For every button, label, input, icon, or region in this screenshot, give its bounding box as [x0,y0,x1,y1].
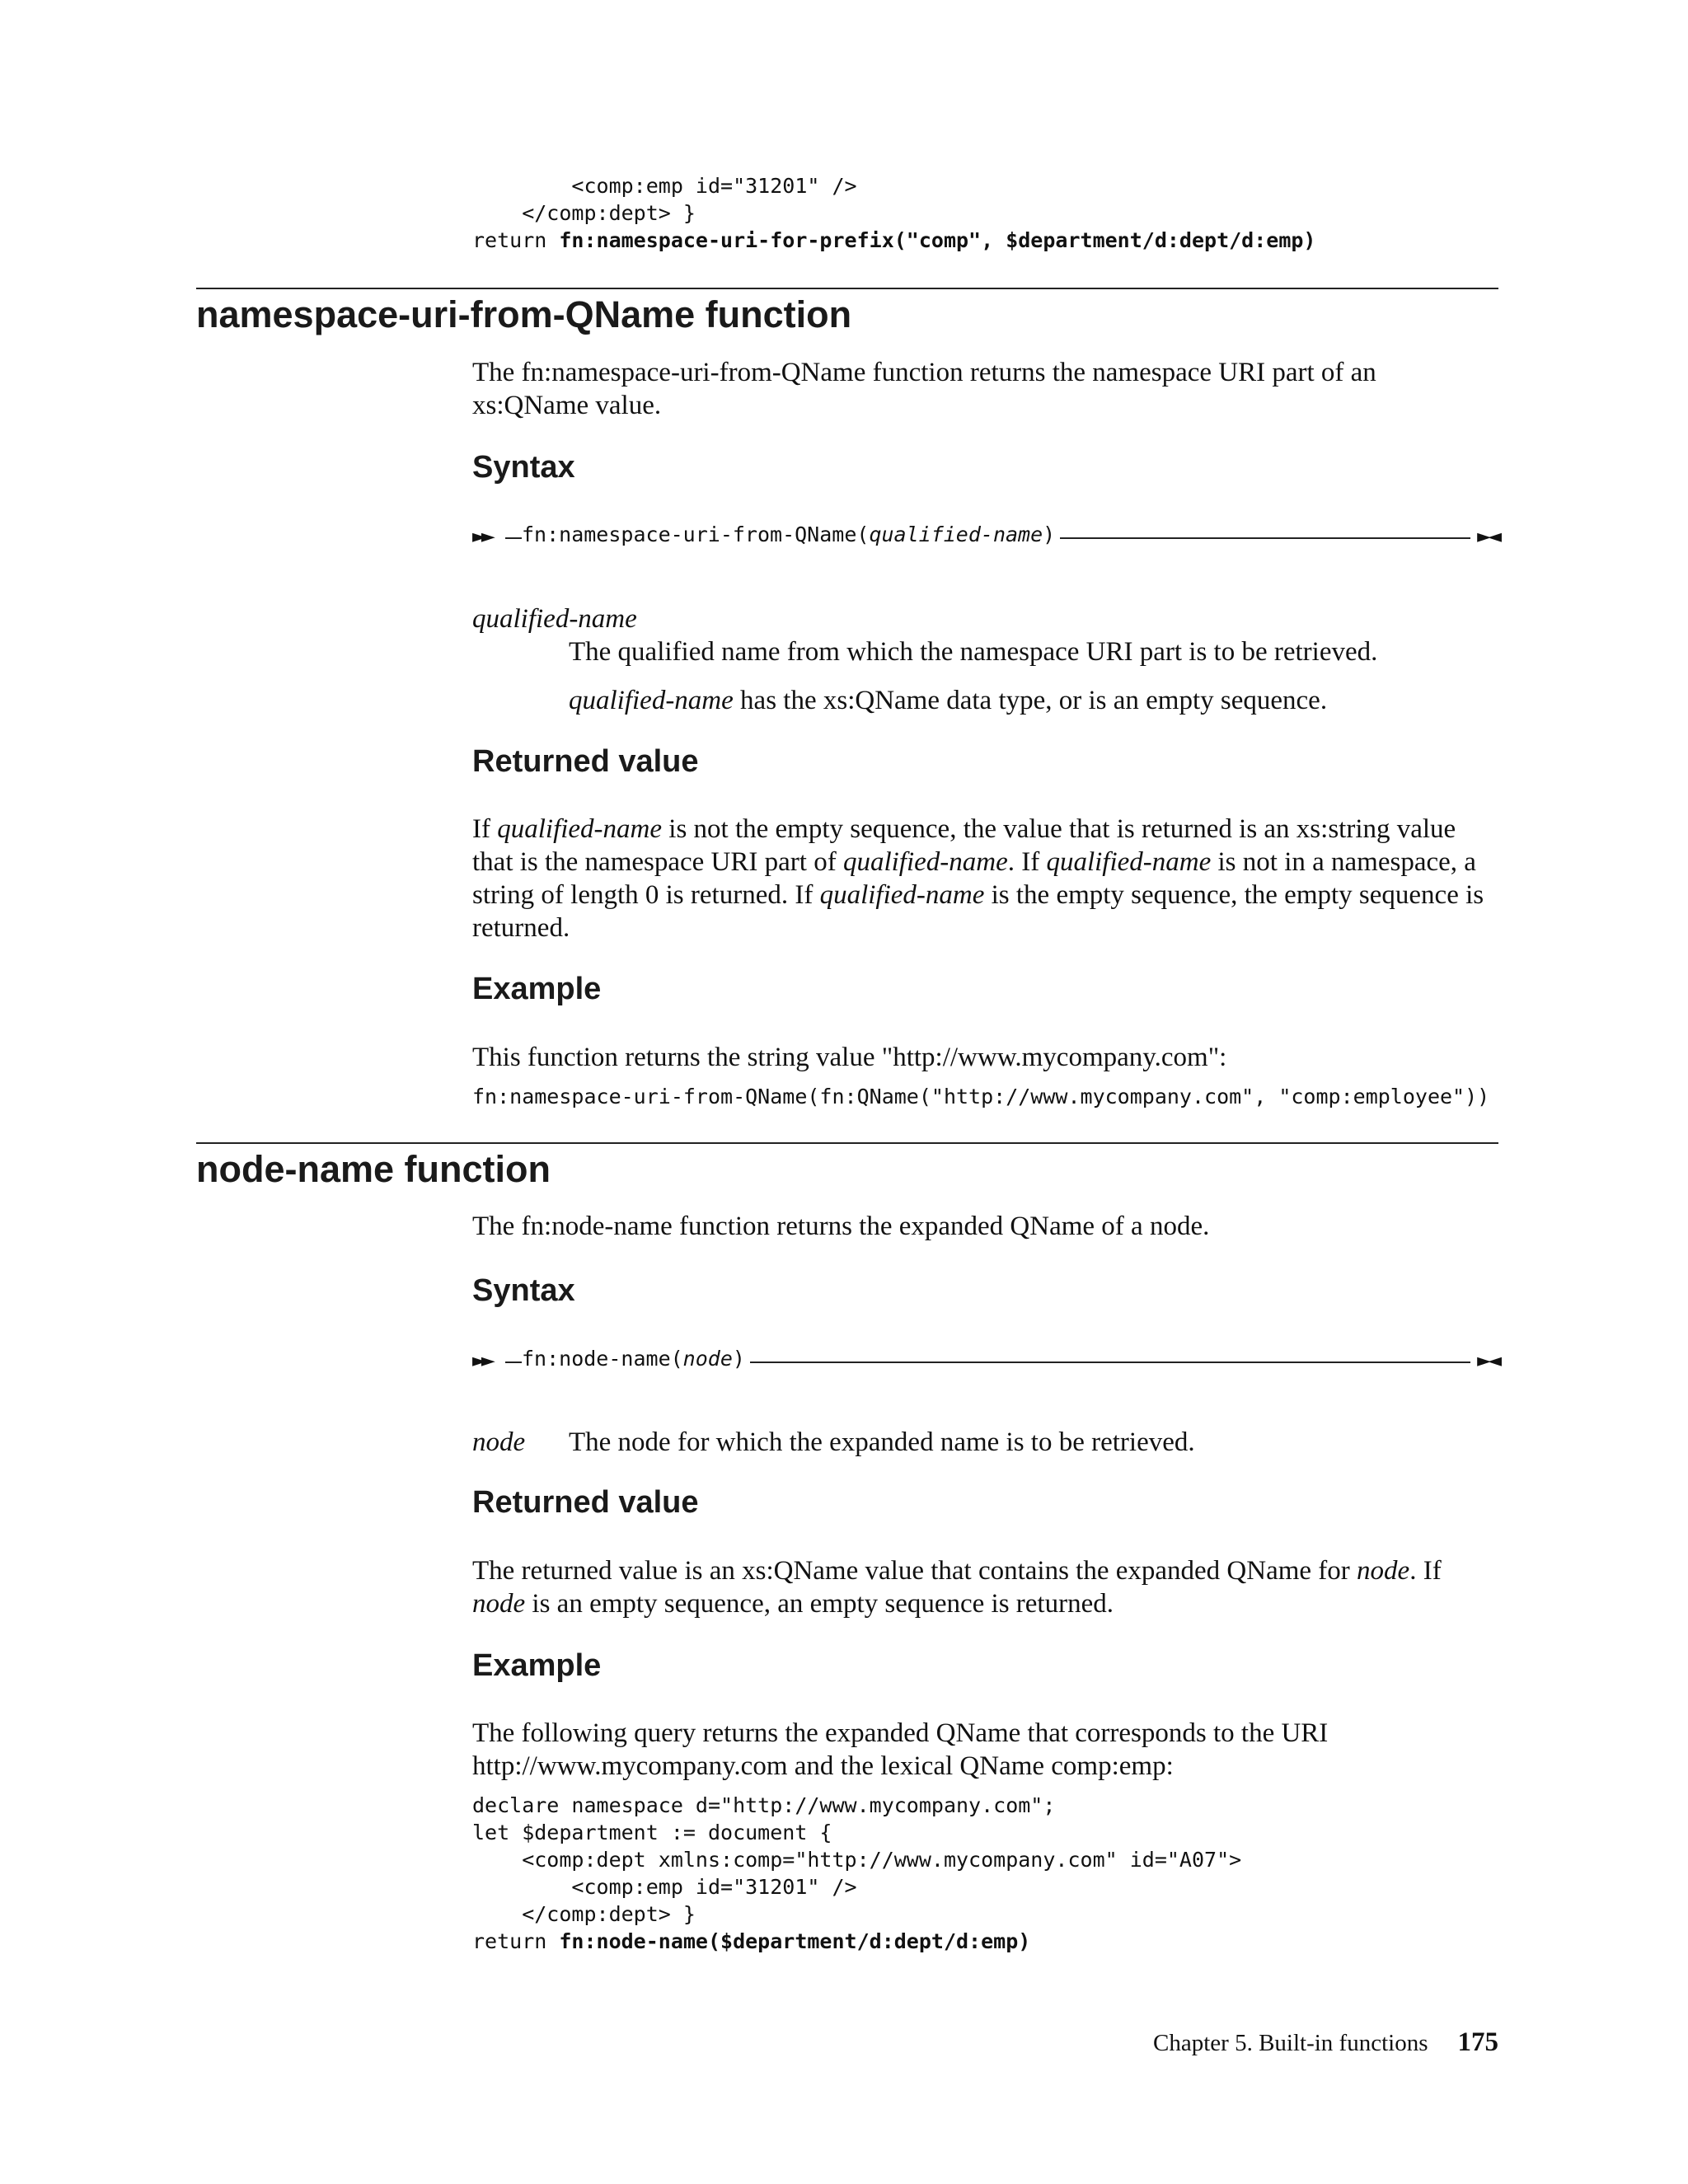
top-code-line-3-prefix: return [472,228,560,252]
page-footer [1153,2026,1498,2060]
syntax-start-arrow-icon: ►► [472,1351,490,1371]
section-title-node-name: node-name function [196,1148,551,1190]
section2-syntax-heading: Syntax [472,1273,575,1308]
top-code-block [472,172,1316,254]
section2-intro: The fn:node-name function returns the expanded QName of a node. [472,1212,1210,1241]
code-line-1: declare namespace d="http://www.mycompany.com"; [472,1793,1056,1817]
code-line-6-bold: fn:node-name($department/d:dept/d:emp) [559,1929,1031,1953]
section-title-namespace-uri-from-qname: namespace-uri-from-QName function [196,293,852,335]
code-line-2: let $department := document { [472,1821,832,1844]
top-code-line-2: </comp:dept> } [472,201,696,225]
section1-example-text: This function returns the string value "http://www.mycompany.com": [472,1043,1227,1072]
section2-example-code [472,1792,1241,1955]
section2-example-text: The following query returns the expanded QName that corresponds to the URI http://www.mycompany.com and the lexical QName comp:emp: [472,1718,1329,1781]
section1-syntax-heading: Syntax [472,450,575,485]
syntax-end-arrow-icon: ►◄ [1477,1351,1498,1371]
section2-example-heading: Example [472,1648,602,1683]
top-code-line-3-bold: fn:namespace-uri-for-prefix("comp", $department/d:dept/d:emp) [559,228,1316,252]
syntax-start-arrow-icon: ►► [472,527,490,547]
code-line-4: <comp:emp id="31201" /> [472,1875,857,1899]
syntax-expression: fn:namespace-uri-from-QName(qualified-name) [522,521,1060,548]
section1-param-desc-2: qualified-name has the xs:QName data type, or is an empty sequence. [569,686,1328,715]
section1-example-heading: Example [472,972,602,1006]
code-line-6-prefix: return [472,1929,560,1953]
section1-intro: The fn:namespace-uri-from-QName function returns the namespace URI part of an xs:QName value. [472,358,1376,420]
top-code-line-1: <comp:emp id="31201" /> [472,174,857,198]
footer-chapter: Chapter 5. Built-in functions [1153,2030,1428,2056]
section1-returned-heading: Returned value [472,744,699,779]
section1-param-desc-1: The qualified name from which the namespace URI part is to be retrieved. [569,637,1378,667]
page-number: 175 [1457,2027,1498,2057]
section1-syntax-diagram [472,521,1498,554]
section-divider [196,1142,1498,1144]
section2-returned-text: The returned value is an xs:QName value that contains the expanded QName for node. If node is an empty sequence, an empty sequence is returned. [472,1556,1442,1619]
section2-syntax-diagram [472,1345,1498,1378]
section1-param-term: qualified-name [472,604,637,634]
code-line-3: <comp:dept xmlns:comp="http://www.mycompany.com" id="A07"> [472,1848,1242,1872]
syntax-end-arrow-icon: ►◄ [1477,527,1498,547]
section2-returned-heading: Returned value [472,1485,699,1520]
section1-returned-text: If qualified-name is not the empty sequence, the value that is returned is an xs:string value that is the namespace URI part of qualified-name. If qualified-name is not in a namespace, a string of length 0 is returned. If qualified-name is the empty sequence, the empty sequence is returned. [472,814,1484,943]
section2-param-desc: The node for which the expanded name is to be retrieved. [569,1427,1195,1457]
section2-param-term: node [472,1427,526,1457]
section1-example-code: fn:namespace-uri-from-QName(fn:QName("http://www.mycompany.com", "comp:employee")) [472,1085,1490,1108]
syntax-expression: fn:node-name(node) [522,1345,750,1372]
code-line-5: </comp:dept> } [472,1902,696,1926]
section-divider [196,288,1498,289]
